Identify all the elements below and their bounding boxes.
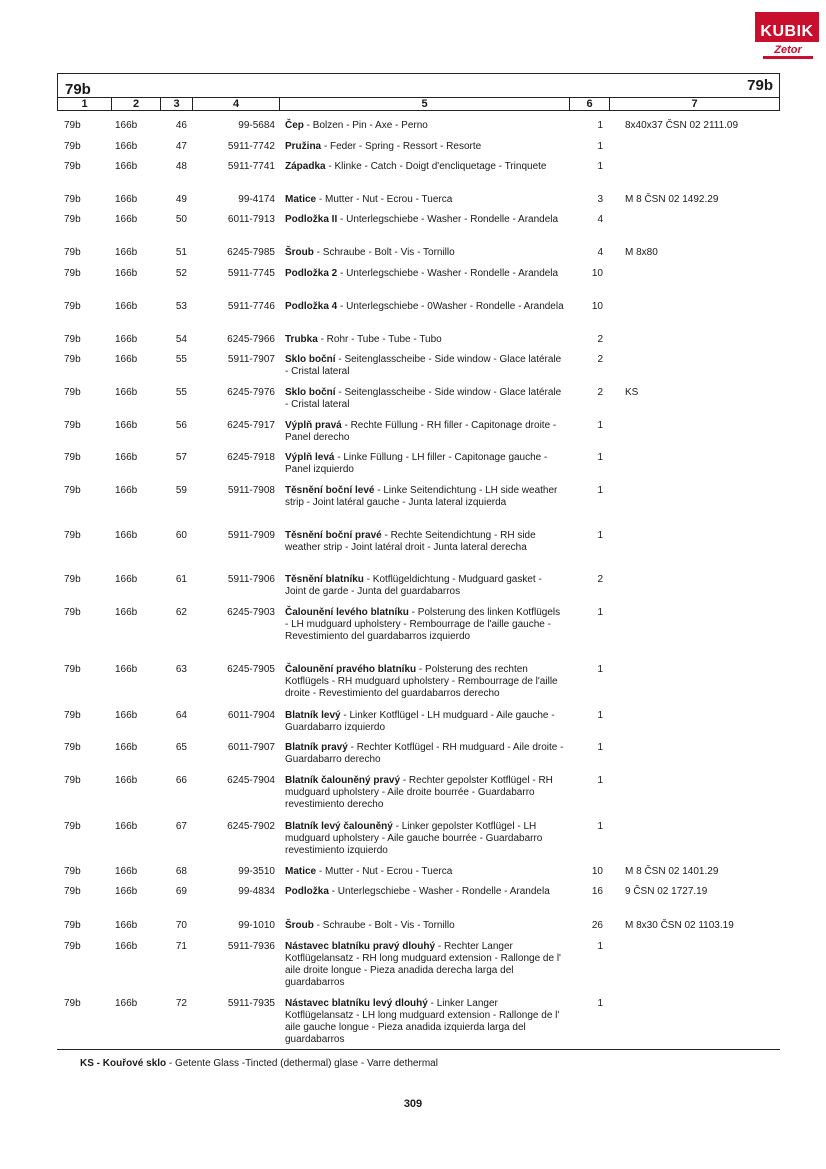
part-name: Blatník levý čalouněný bbox=[285, 821, 393, 832]
cell-description bbox=[285, 574, 565, 598]
cell-position: 70 bbox=[175, 920, 187, 931]
cell-description bbox=[285, 607, 565, 643]
part-translations: - Kotflügeldichtung - Mudguard gasket - Joint de garde - Junta del guardabarros bbox=[285, 574, 542, 597]
cell-description bbox=[285, 821, 565, 857]
cell-figure: 166b bbox=[115, 420, 138, 431]
cell-section: 79b bbox=[64, 920, 81, 931]
part-translations: - Rechter Langer Kotflügelansatz - RH long mudguard extension - Rallonge de l' aile droite longue - Pieza anadida derecha larga del guardabarros bbox=[285, 941, 561, 988]
cell-section: 79b bbox=[64, 354, 81, 365]
footnote-abbr: KS bbox=[80, 1058, 94, 1069]
cell-description bbox=[285, 214, 565, 226]
column-header-7: 7 bbox=[691, 98, 698, 110]
cell-position: 50 bbox=[175, 214, 187, 225]
cell-quantity: 1 bbox=[597, 420, 603, 431]
cell-figure: 166b bbox=[115, 775, 138, 786]
cell-part-number: 6245-7902 bbox=[227, 821, 275, 832]
cell-description bbox=[285, 141, 565, 153]
cell-figure: 166b bbox=[115, 120, 138, 131]
part-translations: - Rohr - Tube - Tube - Tubo bbox=[317, 334, 442, 345]
cell-part-number: 6245-7904 bbox=[227, 775, 275, 786]
part-translations: - Linker Langer Kotflügelansatz - LH long mudguard extension - Rallonge de l' aile gauche longue - Pieza anadida izquierda larga del guardabarros bbox=[285, 998, 560, 1045]
cell-figure: 166b bbox=[115, 607, 138, 618]
part-name: Čalounění levého blatníku bbox=[285, 607, 409, 618]
cell-section: 79b bbox=[64, 120, 81, 131]
footnote-text: - Getente Glass -Tincted (dethermal) glase - Varre dethermal bbox=[166, 1058, 438, 1069]
cell-figure: 166b bbox=[115, 941, 138, 952]
cell-section: 79b bbox=[64, 742, 81, 753]
cell-quantity: 1 bbox=[597, 452, 603, 463]
cell-figure: 166b bbox=[115, 664, 138, 675]
cell-note: M 8x30 ČSN 02 1103.19 bbox=[625, 920, 734, 931]
part-name: Výplň pravá bbox=[285, 420, 342, 431]
cell-figure: 166b bbox=[115, 214, 138, 225]
part-translations: - Linker Kotflügel - LH mudguard - Aile gauche - Guardabarro izquierdo bbox=[285, 710, 555, 733]
table-header bbox=[57, 73, 780, 111]
part-name: Podložka 4 bbox=[285, 301, 338, 312]
cell-figure: 166b bbox=[115, 886, 138, 897]
column-header-4: 4 bbox=[193, 98, 280, 111]
cell-part-number: 5911-7936 bbox=[227, 941, 275, 952]
cell-part-number: 5911-7907 bbox=[227, 354, 275, 365]
cell-section: 79b bbox=[64, 607, 81, 618]
column-header-6: 6 bbox=[570, 98, 610, 111]
column-header-row bbox=[58, 97, 779, 111]
part-translations: - Rechte Füllung - RH filler - Capitonage droite - Panel derecho bbox=[285, 420, 557, 443]
cell-description bbox=[285, 247, 565, 259]
part-translations: - Polsterung des linken Kotflügels - LH mudguard upholstery - Rembourrage de l'aille gauche - Revestimiento del guardabarros izquierdo bbox=[285, 607, 561, 642]
cell-part-number: 99-5684 bbox=[238, 120, 275, 131]
part-name: Podložka 2 bbox=[285, 268, 338, 279]
cell-description bbox=[285, 120, 565, 132]
cell-figure: 166b bbox=[115, 530, 138, 541]
cell-position: 54 bbox=[175, 334, 187, 345]
cell-position: 48 bbox=[175, 161, 187, 172]
logo-sub: Zetor bbox=[774, 44, 802, 56]
part-name: Blatník pravý bbox=[285, 742, 348, 753]
cell-figure: 166b bbox=[115, 742, 138, 753]
cell-part-number: 99-3510 bbox=[238, 866, 275, 877]
cell-section: 79b bbox=[64, 334, 81, 345]
cell-part-number: 5911-7906 bbox=[227, 574, 275, 585]
cell-position: 53 bbox=[175, 301, 187, 312]
cell-quantity: 2 bbox=[597, 354, 603, 365]
cell-section: 79b bbox=[64, 485, 81, 496]
part-name: Blatník čalouněný pravý bbox=[285, 775, 401, 786]
cell-part-number: 6245-7905 bbox=[227, 664, 275, 675]
cell-quantity: 1 bbox=[597, 998, 603, 1009]
cell-description bbox=[285, 998, 565, 1046]
part-translations: - Bolzen - Pin - Axe - Perno bbox=[303, 120, 428, 131]
cell-section: 79b bbox=[64, 530, 81, 541]
part-name: Sklo boční bbox=[285, 354, 336, 365]
cell-description bbox=[285, 664, 565, 700]
cell-quantity: 1 bbox=[597, 821, 603, 832]
part-translations: - Linker gepolster Kotflügel - LH mudguard upholstery - Aile gauche bourrée - Guardabarro revestimiento izquierdo bbox=[285, 821, 543, 856]
column-header-1: 1 bbox=[58, 98, 112, 111]
cell-position: 57 bbox=[175, 452, 187, 463]
cell-section: 79b bbox=[64, 775, 81, 786]
cell-section: 79b bbox=[64, 141, 81, 152]
cell-position: 67 bbox=[175, 821, 187, 832]
part-name: Těsnění boční levé bbox=[285, 485, 375, 496]
cell-section: 79b bbox=[64, 710, 81, 721]
cell-part-number: 5911-7909 bbox=[227, 530, 275, 541]
cell-section: 79b bbox=[64, 194, 81, 205]
cell-part-number: 6245-7917 bbox=[227, 420, 275, 431]
cell-part-number: 6011-7904 bbox=[227, 710, 275, 721]
part-name: Podložka bbox=[285, 886, 329, 897]
cell-quantity: 26 bbox=[591, 920, 603, 931]
part-name: Výplň levá bbox=[285, 452, 335, 463]
cell-position: 72 bbox=[175, 998, 187, 1009]
page-number: 309 bbox=[403, 1098, 423, 1110]
cell-quantity: 1 bbox=[597, 742, 603, 753]
cell-description bbox=[285, 452, 565, 476]
cell-quantity: 1 bbox=[597, 120, 603, 131]
cell-figure: 166b bbox=[115, 161, 138, 172]
cell-quantity: 16 bbox=[591, 886, 603, 897]
part-translations: - Polsterung des rechten Kotflügels - RH mudguard upholstery - Rembourrage de l'aille droite - Revestimiento del guardabarros derecho bbox=[285, 664, 558, 699]
cell-section: 79b bbox=[64, 214, 81, 225]
cell-quantity: 1 bbox=[597, 607, 603, 618]
cell-figure: 166b bbox=[115, 710, 138, 721]
cell-description bbox=[285, 354, 565, 378]
cell-description bbox=[285, 420, 565, 444]
cell-part-number: 6011-7907 bbox=[227, 742, 275, 753]
part-name: Pružina bbox=[285, 141, 322, 152]
cell-figure: 166b bbox=[115, 574, 138, 585]
cell-section: 79b bbox=[64, 866, 81, 877]
cell-note: KS bbox=[625, 387, 639, 398]
cell-quantity: 2 bbox=[597, 334, 603, 345]
cell-figure: 166b bbox=[115, 354, 138, 365]
cell-part-number: 6245-7966 bbox=[227, 334, 275, 345]
part-translations: - Mutter - Nut - Ecrou - Tuerca bbox=[316, 194, 453, 205]
cell-section: 79b bbox=[64, 247, 81, 258]
cell-description bbox=[285, 886, 565, 898]
cell-note: 8x40x37 ČSN 02 2111.09 bbox=[625, 120, 739, 131]
cell-part-number: 6245-7976 bbox=[227, 387, 275, 398]
cell-description bbox=[285, 710, 565, 734]
section-code-right: 79b bbox=[747, 77, 773, 94]
part-translations: - Linke Füllung - LH filler - Capitonage gauche - Panel izquierdo bbox=[285, 452, 548, 475]
part-name: Matice bbox=[285, 194, 317, 205]
cell-section: 79b bbox=[64, 664, 81, 675]
cell-position: 61 bbox=[175, 574, 187, 585]
footnote: KS - Kouřové sklo - Getente Glass -Tincted (dethermal) glase - Varre dethermal bbox=[80, 1058, 438, 1069]
cell-figure: 166b bbox=[115, 920, 138, 931]
cell-quantity: 2 bbox=[597, 387, 603, 398]
part-translations: - Schraube - Bolt - Vis - Tornillo bbox=[313, 247, 455, 258]
cell-part-number: 99-4174 bbox=[238, 194, 275, 205]
part-translations: - Feder - Spring - Ressort - Resorte bbox=[321, 141, 482, 152]
cell-position: 52 bbox=[175, 268, 187, 279]
cell-part-number: 99-1010 bbox=[238, 920, 275, 931]
cell-section: 79b bbox=[64, 268, 81, 279]
part-translations: - Mutter - Nut - Ecrou - Tuerca bbox=[316, 866, 453, 877]
cell-position: 47 bbox=[175, 141, 187, 152]
cell-quantity: 10 bbox=[591, 268, 603, 279]
cell-note: M 8 ČSN 02 1401.29 bbox=[625, 866, 719, 877]
cell-quantity: 4 bbox=[597, 214, 603, 225]
cell-note: M 8x80 bbox=[625, 247, 658, 258]
cell-description bbox=[285, 920, 565, 932]
part-name: Západka bbox=[285, 161, 326, 172]
cell-description bbox=[285, 161, 565, 173]
cell-figure: 166b bbox=[115, 301, 138, 312]
cell-position: 51 bbox=[175, 247, 187, 258]
logo-brand: KUBIK bbox=[755, 22, 819, 42]
cell-section: 79b bbox=[64, 301, 81, 312]
footer-divider bbox=[57, 1049, 780, 1050]
column-header-2: 2 bbox=[112, 98, 161, 111]
cell-position: 66 bbox=[175, 775, 187, 786]
cell-part-number: 6245-7985 bbox=[227, 247, 275, 258]
cell-part-number: 99-4834 bbox=[238, 886, 275, 897]
part-translations: - Schraube - Bolt - Vis - Tornillo bbox=[313, 920, 455, 931]
cell-quantity: 10 bbox=[591, 301, 603, 312]
cell-part-number: 5911-7746 bbox=[227, 301, 275, 312]
part-name: Čalounění pravého blatníku bbox=[285, 664, 417, 675]
cell-figure: 166b bbox=[115, 141, 138, 152]
part-translations: - Rechter gepolster Kotflügel - RH mudguard upholstery - Aile droite bourrée - Guardabarro revestimiento derecho bbox=[285, 775, 553, 810]
cell-section: 79b bbox=[64, 998, 81, 1009]
cell-position: 62 bbox=[175, 607, 187, 618]
cell-part-number: 5911-7935 bbox=[227, 998, 275, 1009]
part-name: Nástavec blatníku pravý dlouhý bbox=[285, 941, 436, 952]
cell-section: 79b bbox=[64, 161, 81, 172]
part-name: Sklo boční bbox=[285, 387, 336, 398]
part-translations: - Rechter Kotflügel - RH mudguard - Aile droite - Guardabarro derecho bbox=[285, 742, 564, 765]
cell-description bbox=[285, 194, 565, 206]
cell-description bbox=[285, 866, 565, 878]
footnote-name: Kouřové sklo bbox=[102, 1058, 167, 1069]
cell-figure: 166b bbox=[115, 194, 138, 205]
cell-figure: 166b bbox=[115, 821, 138, 832]
cell-description bbox=[285, 775, 565, 811]
cell-note: M 8 ČSN 02 1492.29 bbox=[625, 194, 719, 205]
part-name: Těsnění boční pravé bbox=[285, 530, 382, 541]
cell-quantity: 4 bbox=[597, 247, 603, 258]
part-name: Těsnění blatníku bbox=[285, 574, 364, 585]
cell-figure: 166b bbox=[115, 247, 138, 258]
cell-position: 56 bbox=[175, 420, 187, 431]
part-name: Čep bbox=[285, 120, 304, 131]
part-name: Blatník levý bbox=[285, 710, 341, 721]
logo-underline bbox=[763, 56, 813, 59]
cell-position: 71 bbox=[175, 941, 187, 952]
cell-figure: 166b bbox=[115, 268, 138, 279]
cell-description bbox=[285, 387, 565, 411]
part-translations: - Unterlegschiebe - Washer - Rondelle - Arandela bbox=[328, 886, 550, 897]
cell-description bbox=[285, 485, 565, 509]
part-name: Trubka bbox=[285, 334, 318, 345]
cell-quantity: 1 bbox=[597, 775, 603, 786]
cell-position: 69 bbox=[175, 886, 187, 897]
section-code-left: 79b bbox=[65, 81, 91, 98]
cell-position: 63 bbox=[175, 664, 187, 675]
cell-quantity: 10 bbox=[591, 866, 603, 877]
cell-part-number: 5911-7742 bbox=[227, 141, 275, 152]
cell-position: 64 bbox=[175, 710, 187, 721]
cell-section: 79b bbox=[64, 574, 81, 585]
part-name: Šroub bbox=[285, 247, 314, 258]
cell-description bbox=[285, 530, 565, 554]
cell-description bbox=[285, 301, 565, 313]
part-name: Šroub bbox=[285, 920, 314, 931]
cell-position: 65 bbox=[175, 742, 187, 753]
cell-quantity: 1 bbox=[597, 710, 603, 721]
cell-section: 79b bbox=[64, 452, 81, 463]
cell-part-number: 5911-7741 bbox=[227, 161, 275, 172]
part-translations: - Seitenglasscheibe - Side window - Glace latérale - Cristal lateral bbox=[285, 387, 562, 410]
cell-figure: 166b bbox=[115, 485, 138, 496]
cell-position: 46 bbox=[175, 120, 187, 131]
part-translations: - Unterlegschiebe - 0Washer - Rondelle - Arandela bbox=[337, 301, 564, 312]
cell-section: 79b bbox=[64, 941, 81, 952]
part-name: Podložka II bbox=[285, 214, 338, 225]
cell-part-number: 6011-7913 bbox=[227, 214, 275, 225]
cell-position: 68 bbox=[175, 866, 187, 877]
cell-part-number: 6245-7918 bbox=[227, 452, 275, 463]
cell-figure: 166b bbox=[115, 387, 138, 398]
cell-section: 79b bbox=[64, 420, 81, 431]
cell-part-number: 5911-7745 bbox=[227, 268, 275, 279]
part-name: Matice bbox=[285, 866, 317, 877]
cell-description bbox=[285, 941, 565, 989]
cell-part-number: 5911-7908 bbox=[227, 485, 275, 496]
cell-figure: 166b bbox=[115, 866, 138, 877]
kubik-zetor-logo bbox=[755, 12, 819, 64]
cell-part-number: 6245-7903 bbox=[227, 607, 275, 618]
cell-position: 55 bbox=[175, 387, 187, 398]
cell-quantity: 1 bbox=[597, 530, 603, 541]
cell-section: 79b bbox=[64, 886, 81, 897]
cell-description bbox=[285, 268, 565, 280]
part-translations: - Unterlegschiebe - Washer - Rondelle - Arandela bbox=[337, 214, 559, 225]
cell-quantity: 3 bbox=[597, 194, 603, 205]
cell-position: 55 bbox=[175, 354, 187, 365]
part-translations: - Klinke - Catch - Doigt d'encliquetage - Trinquete bbox=[325, 161, 547, 172]
part-translations: - Linke Seitendichtung - LH side weather strip - Joint latéral gauche - Junta lateral izquierda bbox=[285, 485, 558, 508]
cell-quantity: 2 bbox=[597, 574, 603, 585]
cell-position: 49 bbox=[175, 194, 187, 205]
column-header-3: 3 bbox=[161, 98, 193, 111]
part-translations: - Seitenglasscheibe - Side window - Glace latérale - Cristal lateral bbox=[285, 354, 562, 377]
cell-position: 60 bbox=[175, 530, 187, 541]
cell-figure: 166b bbox=[115, 452, 138, 463]
cell-quantity: 1 bbox=[597, 941, 603, 952]
cell-section: 79b bbox=[64, 821, 81, 832]
cell-quantity: 1 bbox=[597, 141, 603, 152]
logo-top-bar bbox=[755, 12, 819, 22]
cell-quantity: 1 bbox=[597, 664, 603, 675]
part-translations: - Unterlegschiebe - Washer - Rondelle - Arandela bbox=[337, 268, 559, 279]
cell-position: 59 bbox=[175, 485, 187, 496]
column-header-5: 5 bbox=[280, 98, 570, 111]
cell-figure: 166b bbox=[115, 998, 138, 1009]
cell-section: 79b bbox=[64, 387, 81, 398]
cell-description bbox=[285, 742, 565, 766]
cell-description bbox=[285, 334, 565, 346]
cell-figure: 166b bbox=[115, 334, 138, 345]
cell-quantity: 1 bbox=[597, 161, 603, 172]
cell-quantity: 1 bbox=[597, 485, 603, 496]
part-translations: - Rechte Seitendichtung - RH side weather strip - Joint latéral droit - Junta lateral derecha bbox=[285, 530, 536, 553]
part-name: Nástavec blatníku levý dlouhý bbox=[285, 998, 428, 1009]
cell-note: 9 ČSN 02 1727.19 bbox=[625, 886, 708, 897]
